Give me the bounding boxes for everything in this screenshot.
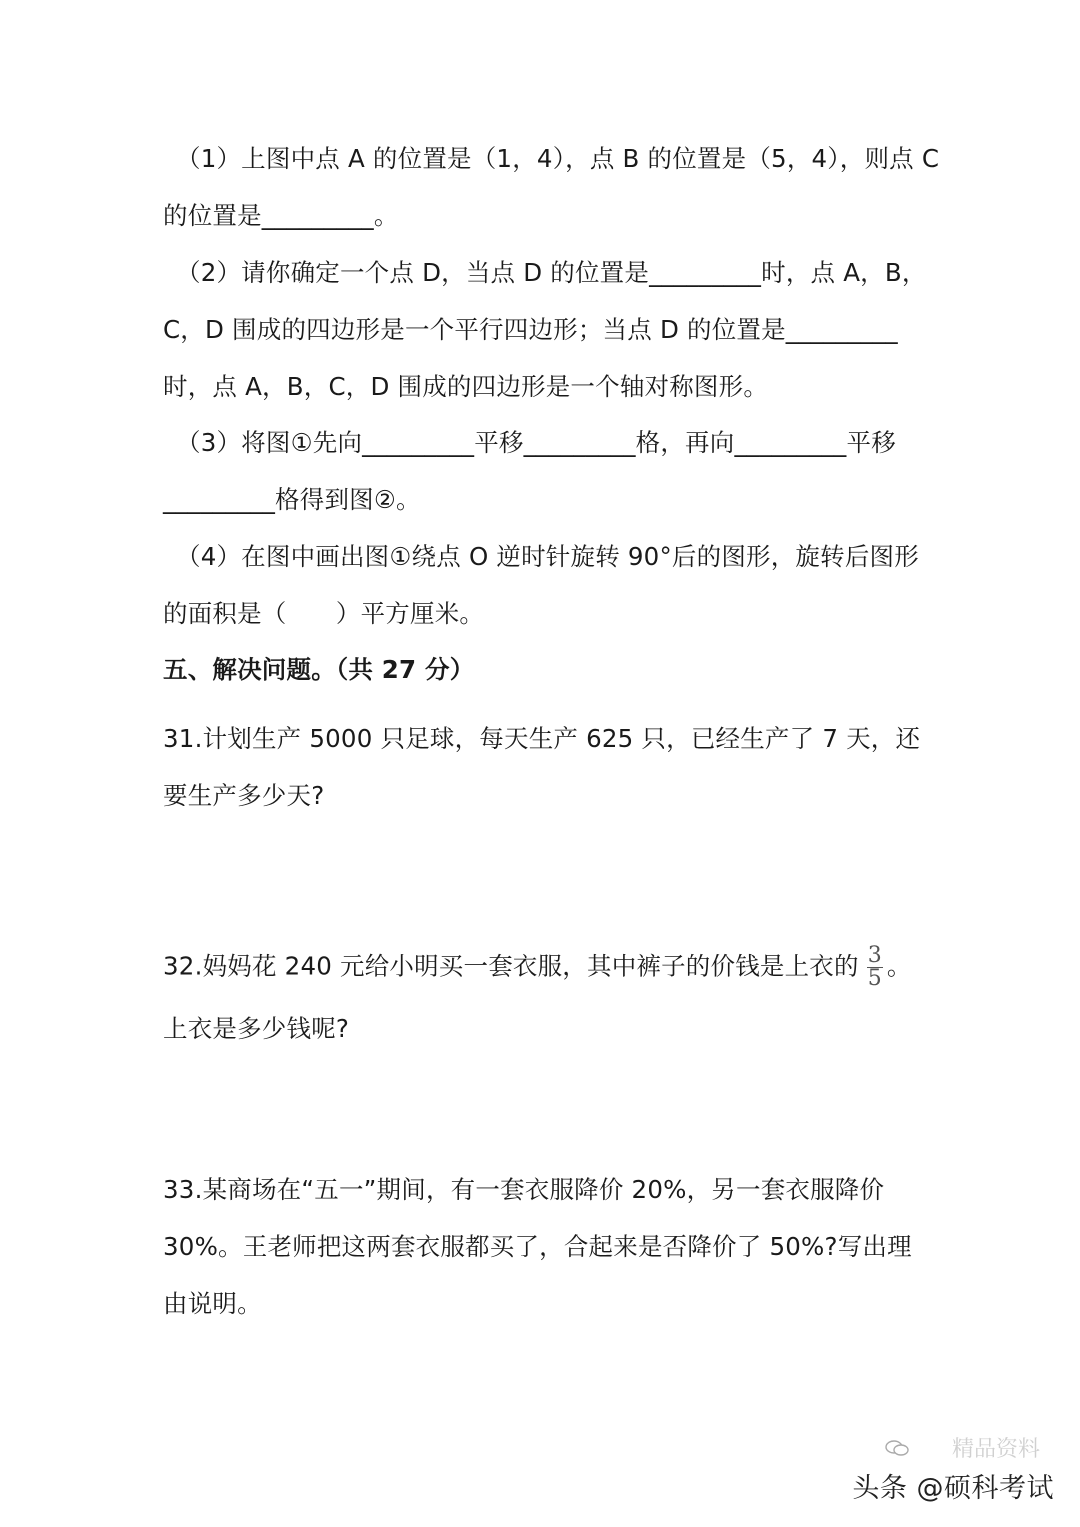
q30-part2-line1: （2）请你确定一个点 D，当点 D 的位置是_________时，点 A，B， — [176, 258, 927, 287]
fraction-denominator: 5 — [867, 966, 882, 991]
q33-line3: 由说明。 — [163, 1289, 262, 1318]
q30-part1-line2: 的位置是_________。 — [163, 201, 399, 230]
q30-part2-line3: 时，点 A，B，C，D 围成的四边形是一个轴对称图形。 — [163, 372, 769, 401]
fraction-numerator: 3 — [867, 943, 882, 968]
q32-period: 。 — [886, 951, 912, 981]
q30-part4-line2: 的面积是（ ）平方厘米。 — [163, 599, 485, 628]
q32-line2: 上衣是多少钱呢? — [163, 1014, 350, 1043]
q30-part1-line1: （1）上图中点 A 的位置是（1，4），点 B 的位置是（5，4），则点 C — [176, 144, 940, 173]
q32-line1 — [163, 945, 912, 990]
q33-line2: 30%。王老师把这两套衣服都买了，合起来是否降价了 50%?写出理 — [163, 1232, 912, 1261]
q30-part3-line2: _________格得到图②。 — [163, 485, 421, 514]
q30-part3-line1: （3）将图①先向_________平移_________格，再向_________平移 — [176, 428, 896, 457]
q33-line1: 33.某商场在“五一”期间，有一套衣服降价 20%，另一套衣服降价 — [163, 1175, 885, 1204]
fraction — [867, 945, 883, 990]
q30-part4-line1: （4）在图中画出图①绕点 O 逆时针旋转 90°后的图形，旋转后图形 — [176, 542, 919, 571]
q31-line2: 要生产多少天? — [163, 781, 325, 810]
q32-text: 32.妈妈花 240 元给小明买一套衣服，其中裤子的价钱是上衣的 — [163, 951, 859, 981]
watermark-faint-text: 精品资料 — [951, 1437, 1040, 1462]
wechat-icon — [884, 1439, 910, 1457]
watermark-text: 头条 @硕科考试 — [852, 1473, 1054, 1504]
q31-line1: 31.计划生产 5000 只足球，每天生产 625 只，已经生产了 7 天，还 — [163, 724, 921, 753]
section-heading: 五、解决问题。（共 27 分） — [163, 655, 475, 684]
q30-part2-line2: C，D 围成的四边形是一个平行四边形；当点 D 的位置是_________ — [163, 315, 898, 344]
